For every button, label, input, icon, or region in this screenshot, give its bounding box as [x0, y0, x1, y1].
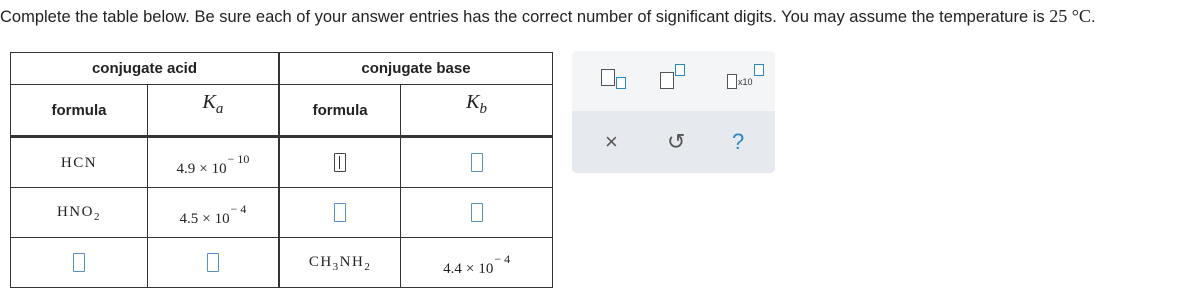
table-row [11, 137, 553, 188]
scientific-notation-button[interactable] [727, 64, 765, 92]
instructions-text: Complete the table below. Be sure each of your answer entries has the correct number of significant digits. You may assume the temperature is [0, 8, 1050, 26]
acid-formula-cell [11, 137, 148, 188]
conjugate-acid-header: conjugate acid [11, 53, 279, 85]
acid-formula-cell [11, 188, 148, 238]
ka-value [179, 201, 247, 227]
clear-icon[interactable]: × [605, 129, 618, 154]
instructions [0, 6, 1096, 27]
times-sign: × [202, 210, 211, 227]
formula-subscript: 2 [364, 260, 372, 273]
ka-cell [147, 188, 279, 238]
superscript-template-button[interactable] [660, 64, 686, 90]
subscript-box-icon [616, 77, 626, 89]
ka-base: 10 [214, 210, 230, 227]
undo-icon[interactable]: ↺ [667, 129, 686, 154]
base-formula-cell [279, 238, 401, 288]
base-box-icon [660, 72, 674, 89]
acid-formula-input[interactable] [73, 253, 85, 272]
kb-exponent: − 4 [494, 251, 511, 266]
ka-exponent: − 10 [227, 151, 250, 166]
base-formula-input[interactable] [334, 153, 346, 172]
times-sign: × [199, 160, 208, 177]
ka-cell [147, 238, 279, 288]
ka-mantissa: 4.9 [176, 160, 196, 177]
kb-base: 10 [478, 260, 494, 277]
acid-formula-cell [11, 238, 148, 288]
conjugate-base-header: conjugate base [279, 53, 553, 85]
formula-subscript: 3 [332, 260, 340, 273]
instructions-end: . [1090, 8, 1096, 26]
kb-input[interactable] [471, 203, 483, 222]
ka-value [176, 151, 250, 177]
table-row [11, 238, 553, 288]
toolbar-row-actions [572, 111, 775, 173]
ka-subscript: a [215, 100, 224, 117]
base-formula-input[interactable] [334, 203, 346, 222]
math-toolbar [572, 51, 775, 173]
base-box-icon [601, 69, 615, 86]
kb-subscript: b [479, 100, 488, 117]
formula-subscript: 2 [93, 210, 101, 223]
acid-formula-header: formula [11, 85, 148, 137]
ka-base: 10 [211, 160, 227, 177]
kb-symbol: K [466, 90, 480, 113]
x10-label: x10 [738, 77, 753, 87]
times-sign: × [465, 260, 475, 277]
ka-input[interactable] [207, 253, 219, 272]
table-row [11, 188, 553, 238]
kb-cell [401, 137, 553, 188]
ka-symbol: K [202, 90, 216, 113]
superscript-box-icon [675, 64, 685, 76]
base-formula [308, 253, 372, 273]
kb-mantissa: 4.4 [443, 260, 462, 277]
exponent-box-icon [754, 64, 764, 76]
formula-part: CH [308, 253, 333, 270]
ka-mantissa: 4.5 [179, 210, 199, 227]
ka-header [147, 85, 279, 137]
acid-formula [56, 203, 101, 223]
ka-cell [147, 137, 279, 188]
kb-value [443, 251, 511, 277]
base-formula-header: formula [279, 85, 401, 137]
subscript-template-button[interactable] [601, 69, 625, 91]
base-formula-cell [279, 137, 401, 188]
conjugate-table [10, 52, 553, 288]
acid-formula: HCN [60, 154, 98, 171]
temperature-value: 25 °C [1049, 6, 1091, 26]
kb-cell [401, 188, 553, 238]
ka-exponent: − 4 [230, 201, 247, 216]
kb-input[interactable] [471, 153, 483, 172]
formula-part: NH [339, 253, 365, 270]
help-icon[interactable]: ? [732, 129, 745, 154]
kb-header [401, 85, 553, 137]
formula-main: HNO [56, 203, 94, 220]
kb-cell [401, 238, 553, 288]
base-box-icon [727, 74, 737, 89]
toolbar-row-templates [572, 51, 775, 111]
base-formula-cell [279, 188, 401, 238]
